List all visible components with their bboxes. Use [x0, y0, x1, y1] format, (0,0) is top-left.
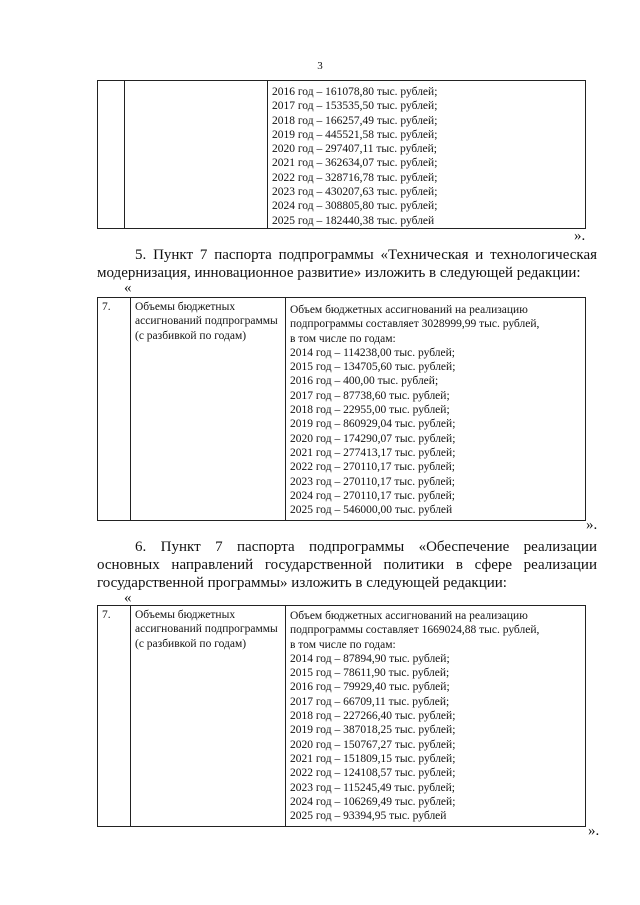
value-line: в том числе по годам:	[290, 332, 396, 345]
values-cell	[286, 606, 586, 827]
value-line: 2020 год – 174290,07 тыс. рублей;	[290, 432, 456, 445]
value-line: 2024 год – 106269,49 тыс. рублей;	[290, 795, 456, 808]
number-cell	[98, 81, 125, 229]
value-line: 2021 год – 151809,15 тыс. рублей;	[290, 752, 456, 765]
values-cell	[286, 298, 586, 521]
value-line: 2019 год – 387018,25 тыс. рублей;	[290, 724, 456, 737]
value-line: 2023 год – 115245,49 тыс. рублей;	[290, 781, 455, 794]
value-line: 2016 год – 400,00 тыс. рублей;	[290, 375, 439, 388]
continued-table	[97, 80, 586, 229]
row-title: Объемы бюджетных ассигнований подпрограммы (с разбивкой по годам)	[131, 298, 286, 521]
opening-quote: «	[124, 280, 132, 296]
value-line: 2018 год – 166257,49 тыс. рублей;	[272, 114, 438, 127]
row-number: 7.	[98, 606, 131, 827]
value-line: 2025 год – 546000,00 тыс. рублей	[290, 504, 453, 517]
value-line: 2022 год – 124108,57 тыс. рублей;	[290, 767, 456, 780]
value-line: 2016 год – 79929,40 тыс. рублей;	[290, 681, 450, 694]
closing-quote: ».	[574, 228, 586, 244]
table-row	[98, 298, 586, 521]
opening-quote: «	[124, 590, 132, 606]
value-line: 2019 год – 445521,58 тыс. рублей;	[272, 128, 438, 141]
value-line: 2023 год – 430207,63 тыс. рублей;	[272, 186, 438, 199]
values-list	[290, 303, 581, 517]
page-number: 3	[317, 60, 323, 72]
value-line: 2020 год – 150767,27 тыс. рублей;	[290, 738, 456, 751]
closing-quote: ».	[588, 823, 600, 839]
value-line: 2016 год – 161078,80 тыс. рублей;	[272, 86, 438, 98]
value-line: 2021 год – 277413,17 тыс. рублей;	[290, 446, 456, 459]
value-line: Объем бюджетных ассигнований на реализацию	[290, 304, 528, 316]
value-line: 2019 год – 860929,04 тыс. рублей;	[290, 418, 456, 431]
section6-table	[97, 605, 586, 827]
value-line: Объем бюджетных ассигнований на реализацию	[290, 610, 528, 622]
table-row	[98, 81, 586, 229]
value-line: подпрограммы составляет 1669024,88 тыс. рублей,	[290, 624, 540, 637]
value-line: 2024 год – 308805,80 тыс. рублей;	[272, 200, 438, 213]
section5-table	[97, 297, 586, 521]
value-line: 2015 год – 78611,90 тыс. рублей;	[290, 667, 450, 680]
value-line: 2023 год – 270110,17 тыс. рублей;	[290, 475, 455, 488]
value-line: 2014 год – 114238,00 тыс. рублей;	[290, 346, 455, 359]
value-line: 2022 год – 328716,78 тыс. рублей;	[272, 171, 438, 184]
value-line: 2017 год – 153535,50 тыс. рублей;	[272, 100, 438, 113]
section5-paragraph: 5. Пункт 7 паспорта подпрограммы «Техническая и технологическая модернизация, инновационное развитие» изложить в следующей редакции:	[97, 247, 597, 281]
row-title: Объемы бюджетных ассигнований подпрограммы (с разбивкой по годам)	[131, 606, 286, 827]
closing-quote: ».	[586, 517, 598, 533]
value-line: 2020 год – 297407,11 тыс. рублей;	[272, 143, 437, 156]
value-line: 2025 год – 182440,38 тыс. рублей	[272, 214, 435, 227]
value-line: 2017 год – 87738,60 тыс. рублей;	[290, 389, 450, 402]
values-cell	[268, 81, 586, 229]
value-line: 2015 год – 134705,60 тыс. рублей;	[290, 361, 456, 374]
value-line: подпрограммы составляет 3028999,99 тыс. рублей,	[290, 318, 540, 331]
values-list	[272, 85, 581, 228]
table-row	[98, 606, 586, 827]
value-line: 2021 год – 362634,07 тыс. рублей;	[272, 157, 438, 170]
title-cell	[125, 81, 268, 229]
row-number: 7.	[98, 298, 131, 521]
value-line: 2022 год – 270110,17 тыс. рублей;	[290, 461, 455, 474]
value-line: 2024 год – 270110,17 тыс. рублей;	[290, 489, 455, 502]
value-line: 2018 год – 22955,00 тыс. рублей;	[290, 404, 450, 417]
values-list	[290, 609, 581, 823]
value-line: 2017 год – 66709,11 тыс. рублей;	[290, 695, 450, 708]
value-line: 2014 год – 87894,90 тыс. рублей;	[290, 652, 450, 665]
value-line: в том числе по годам:	[290, 638, 396, 651]
section6-paragraph: 6. Пункт 7 паспорта подпрограммы «Обеспечение реализации основных направлений государственной политики в сфере реализации государственной программы» изложить в следующей редакции:	[97, 539, 597, 591]
value-line: 2018 год – 227266,40 тыс. рублей;	[290, 710, 456, 723]
value-line: 2025 год – 93394,95 тыс. рублей	[290, 810, 447, 823]
